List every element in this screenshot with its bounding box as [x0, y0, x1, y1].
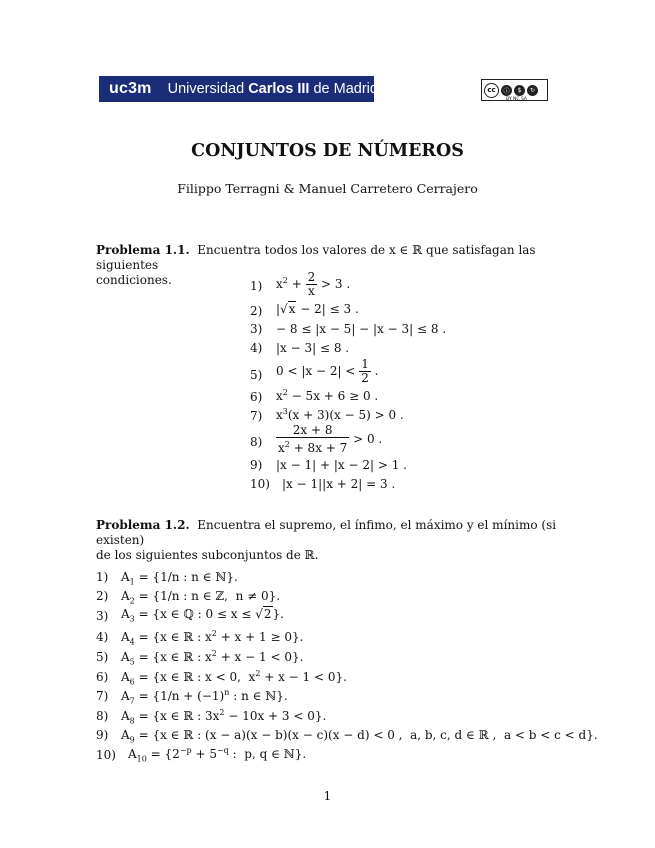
university-name: Universidad Carlos III de Madrid: [167, 81, 378, 97]
list-item-number: 10): [250, 477, 270, 491]
list-item-expression: |x − 1| + |x − 2| > 1 .: [276, 458, 407, 472]
page-number: 1: [323, 789, 332, 803]
list-item-number: 6): [96, 670, 109, 684]
list-item-expression: $x^3(x + 3)(x - 5) > 0$ .: [276, 407, 404, 422]
list-item-number: 8): [96, 709, 109, 723]
list-item-number: 7): [250, 409, 263, 423]
list-item-number: 3): [96, 609, 109, 623]
list-item-number: 3): [250, 322, 263, 336]
problem-1-1-statement: Problema 1.1. Encuentra todos los valores de x ∈ ℝ que satisfagan las siguientes condiciones.: [96, 243, 536, 287]
list-item-expression: $A_1 = \{1/n$ : n ∈ ℕ}.: [121, 570, 238, 587]
list-item-expression: − 8 ≤ |x − 5| − |x − 3| ≤ 8 .: [276, 322, 447, 336]
list-item-expression: |x − 3| ≤ 8 .: [276, 341, 350, 355]
list-item-number: 2): [250, 304, 263, 318]
list-item-expression: $A_9 = \{x$ ∈ ℝ : (x − a)(x − b)(x − c)(x − d) < 0 , a, b, c, d ∈ ℝ , a < b < c < d}.: [121, 728, 598, 745]
list-item-number: 5): [250, 368, 263, 382]
list-item-number: 5): [96, 650, 109, 664]
problem-1-2-statement: Problema 1.2. Encuentra el supremo, el ínfimo, el máximo y el mínimo (si existen) de los siguientes subconjuntos de ℝ.: [96, 518, 557, 562]
list-item-expression: $A_{10} = \{2^{-p} + 5^{-q}$ : p, q ∈ ℕ}.: [128, 746, 307, 764]
list-item-number: 4): [96, 630, 109, 644]
page-title: CONJUNTOS DE NÚMEROS: [191, 141, 464, 161]
list-item-number: 9): [250, 458, 263, 472]
problem-label: Problema 1.1.: [96, 243, 190, 257]
authors: Filippo Terragni & Manuel Carretero Cerrajero: [177, 181, 478, 196]
list-item-expression: $x^2 - 5x + 6 \ge 0$ .: [276, 388, 379, 403]
list-item-number: 9): [96, 728, 109, 742]
list-item-number: 4): [250, 341, 263, 355]
list-item-expression: |√x − 2| ≤ 3 .: [276, 302, 359, 316]
list-item-number: 8): [250, 435, 263, 449]
cc-icon: cc: [484, 83, 499, 98]
list-item-expression: $A_3 = \{x$ ∈ ℚ : 0 ≤ x ≤ √2}.: [121, 607, 284, 624]
list-item-expression: $x^2$ + $\frac{2}{x}$ > 3 .: [276, 270, 351, 298]
uc3m-logo: uc3m: [109, 80, 152, 97]
list-item-number: 6): [250, 390, 263, 404]
list-item-expression: 0 < |x − 2| < $\frac{1}{2}$ .: [276, 357, 379, 385]
list-item-expression: $A_6 = \{x$ ∈ ℝ : x < 0, $x^2 + x - 1 < 0$}.: [121, 669, 347, 687]
list-item-number: 7): [96, 689, 109, 703]
by-icon: ⓘ: [501, 85, 512, 96]
nc-icon: $: [514, 85, 525, 96]
list-item-expression: $A_5 = \{x$ ∈ ℝ : $x^2 + x - 1 < 0$}.: [121, 649, 304, 667]
sa-icon: ↻: [527, 85, 538, 96]
list-item-number: 2): [96, 589, 109, 603]
problem-label: Problema 1.2.: [96, 518, 190, 532]
list-item-expression: $A_7 = \{1/n + (-1)^n$ : n ∈ ℕ}.: [121, 688, 288, 706]
list-item-expression: $\frac{2x + 8}{x^2 + 8x + 7}$ > 0 .: [278, 423, 383, 455]
list-item-number: 1): [250, 279, 263, 293]
university-logo-banner: [99, 76, 378, 102]
list-item-number: 1): [96, 570, 109, 584]
list-item-expression: $A_8 = \{x$ ∈ ℝ : $3x^2 - 10x + 3 < 0$}.: [121, 708, 327, 726]
cc-labels: BY NC SA: [506, 97, 527, 102]
list-item-expression: $A_2 = \{1/n$ : n ∈ ℤ, n ≠ 0}.: [121, 589, 281, 606]
list-item-expression: |x − 1||x + 2| = 3 .: [282, 477, 396, 491]
list-item-number: 10): [96, 748, 116, 762]
list-item-expression: $A_4 = \{x$ ∈ ℝ : $x^2 + x + 1 \ge 0$}.: [121, 629, 304, 647]
